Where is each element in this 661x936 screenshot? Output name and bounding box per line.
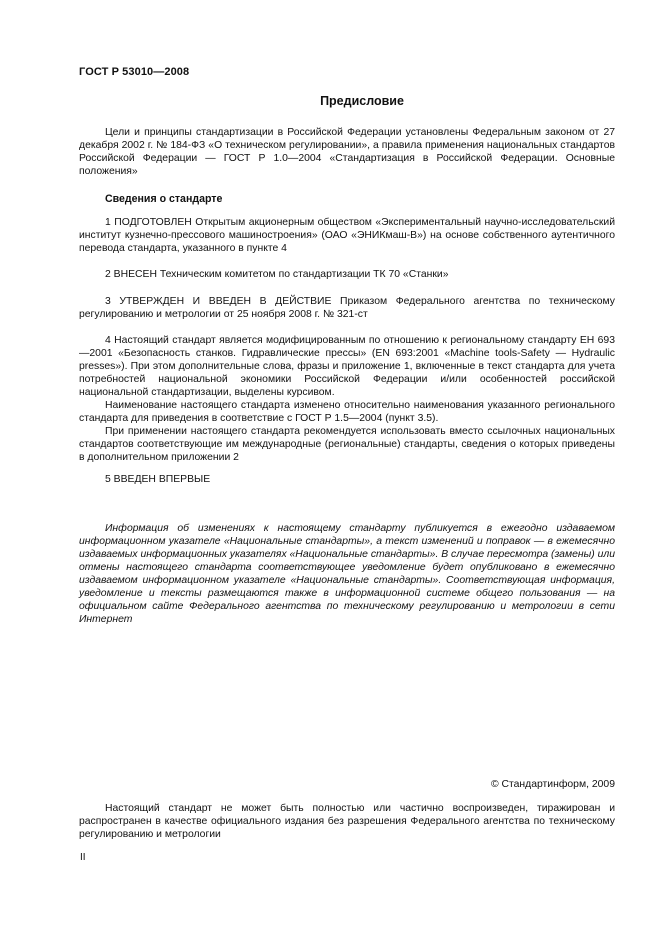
info-item-1-text: 1 ПОДГОТОВЛЕН Открытым акционерным обществом «Экспериментальный научно-исследовательский институт кузнечно-прессового машиностроения» (ОАО «ЭНИКмаш-В») на основе собственного аутентичного перевода стандарта, указанного в пункте 4 <box>79 217 615 254</box>
info-item-3 <box>79 295 615 321</box>
info-item-2 <box>79 268 615 281</box>
info-item-4-text: 4 Настоящий стандарт является модифицированным по отношению к региональному стандарту ЕН 693—2001 «Безопасность станков. Гидравлические прессы» (EN 693:2001 «Machine tools-Safety — Hydraulic presses»). При этом дополнительные слова, фразы и приложение 1, включенные в текст стандарта для учета потребностей национальной экономики Российской Федерации и/или особенностей российской национальной стандартизации, выделены курсивом. <box>79 335 615 398</box>
info-item-3-text: 3 УТВЕРЖДЕН И ВВЕДЕН В ДЕЙСТВИЕ Приказом Федерального агентства по техническому регулированию и метрологии от 25 ноября 2008 г. № 321-ст <box>79 296 615 320</box>
info-item-5-text: 5 ВВЕДЕН ВПЕРВЫЕ <box>105 474 211 485</box>
page-number: II <box>80 852 86 863</box>
info-item-4-references: При применении настоящего стандарта рекомендуется использовать вместо ссылочных национальных стандартов соответствующие им международные (региональные) стандарты, сведения о которых приведены в дополнительном приложении 2 <box>79 426 615 463</box>
info-item-1 <box>79 216 615 255</box>
reproduction-notice-text: Настоящий стандарт не может быть полностью или частично воспроизведен, тиражирован и распространен в качестве официального издания без разрешения Федерального агентства по техническому регулированию и метрологии <box>79 803 615 840</box>
section-heading: Сведения о стандарте <box>105 193 223 205</box>
changes-info-notice <box>79 522 615 626</box>
info-item-2-text: 2 ВНЕСЕН Техническим комитетом по стандартизации ТК 70 «Станки» <box>105 269 449 280</box>
info-item-4 <box>79 334 615 464</box>
changes-info-text: Информация об изменениях к настоящему стандарту публикуется в ежегодно издаваемом информационном указателе «Национальные стандарты», а текст изменений и поправок — в ежемесячно издаваемых информационных указателях «Национальные стандарты». В случае пересмотра (замены) или отмены настоящего стандарта соответствующее уведомление будет опубликовано в ежемесячно издаваемом информационном указателе «Национальные стандарты». Соответствующая информация, уведомление и тексты размещаются также в информационной системе общего пользования — на официальном сайте Федерального агентства по техническому регулированию и метрологии в сети Интернет <box>79 523 615 625</box>
info-item-4-name-change: Наименование настоящего стандарта изменено относительно наименования указанного регионального стандарта для приведения в соответствие с ГОСТ Р 1.5—2004 (пункт 3.5). <box>79 400 615 424</box>
info-item-5 <box>79 473 615 486</box>
standard-code-header: ГОСТ Р 53010—2008 <box>79 66 190 78</box>
intro-paragraph <box>79 126 615 178</box>
intro-text: Цели и принципы стандартизации в Российской Федерации установлены Федеральным законом от 27 декабря 2002 г. № 184-ФЗ «О техническом регулировании», а правила применения национальных стандартов Российской Федерации — ГОСТ Р 1.0—2004 «Стандартизация в Российской Федерации. Основные положения» <box>79 127 615 177</box>
page-title: Предисловие <box>320 94 404 108</box>
reproduction-notice <box>79 802 615 841</box>
copyright-line: © Стандартинформ, 2009 <box>490 779 615 790</box>
